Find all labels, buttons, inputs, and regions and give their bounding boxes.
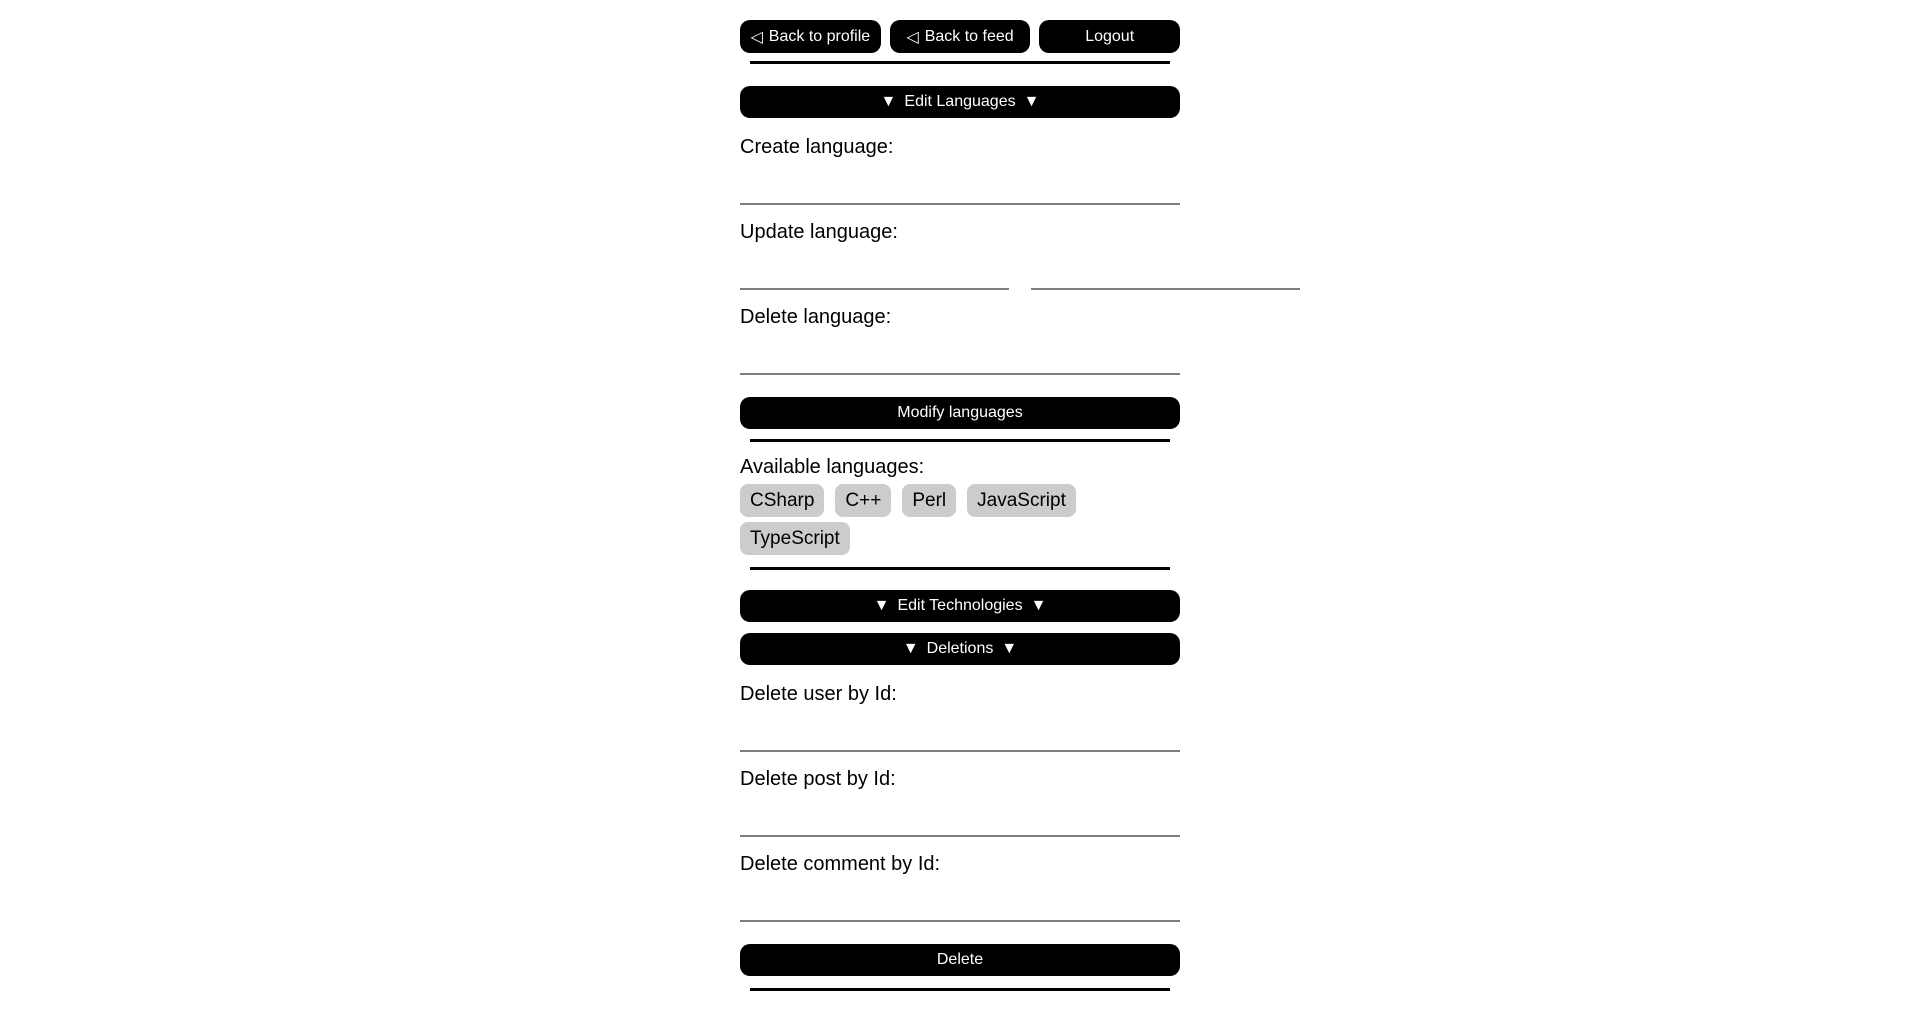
caret-down-icon: ▼ bbox=[1001, 640, 1018, 657]
language-chip[interactable]: JavaScript bbox=[967, 484, 1076, 517]
caret-down-icon: ▼ bbox=[902, 640, 919, 657]
delete-post-input[interactable] bbox=[740, 792, 1180, 837]
logout-button[interactable] bbox=[1039, 20, 1180, 53]
language-chip[interactable]: C++ bbox=[835, 484, 891, 517]
create-language-label: Create language: bbox=[740, 136, 894, 158]
deletions-title: Deletions bbox=[926, 640, 994, 657]
delete-comment-input[interactable] bbox=[740, 877, 1180, 922]
modify-languages-label: Modify languages bbox=[897, 404, 1023, 421]
edit-technologies-title: Edit Technologies bbox=[897, 597, 1023, 614]
caret-down-icon: ▼ bbox=[1030, 597, 1047, 614]
caret-down-icon: ▼ bbox=[1023, 93, 1040, 110]
delete-user-label: Delete user by Id: bbox=[740, 683, 897, 705]
section-divider bbox=[750, 988, 1170, 991]
edit-languages-toggle[interactable] bbox=[740, 86, 1180, 118]
section-divider bbox=[750, 61, 1170, 64]
topbar bbox=[740, 20, 1180, 53]
logout-label: Logout bbox=[1085, 27, 1135, 45]
delete-comment-label: Delete comment by Id: bbox=[740, 853, 941, 875]
language-chip[interactable]: Perl bbox=[902, 484, 956, 517]
back-to-profile-label: Back to profile bbox=[768, 27, 871, 45]
back-to-feed-button[interactable] bbox=[890, 20, 1031, 53]
create-language-input[interactable] bbox=[740, 160, 1180, 205]
edit-technologies-toggle[interactable] bbox=[740, 590, 1180, 622]
update-language-label: Update language: bbox=[740, 221, 898, 243]
delete-user-input[interactable] bbox=[740, 707, 1180, 752]
available-languages-list bbox=[740, 484, 1180, 555]
edit-languages-title: Edit Languages bbox=[904, 93, 1016, 110]
admin-panel bbox=[740, 0, 1180, 991]
delete-button[interactable] bbox=[740, 944, 1180, 976]
back-triangle-icon: ◁ bbox=[750, 28, 763, 46]
deletions-toggle[interactable] bbox=[740, 633, 1180, 665]
delete-button-label: Delete bbox=[936, 951, 984, 968]
update-language-to-input[interactable] bbox=[1031, 245, 1300, 290]
back-to-profile-button[interactable] bbox=[740, 20, 881, 53]
update-language-inputs bbox=[740, 245, 1180, 290]
back-to-feed-label: Back to feed bbox=[924, 27, 1014, 45]
section-divider bbox=[750, 567, 1170, 570]
caret-down-icon: ▼ bbox=[880, 93, 897, 110]
available-languages-label: Available languages: bbox=[740, 456, 925, 478]
language-chip[interactable]: TypeScript bbox=[740, 522, 850, 555]
modify-languages-button[interactable] bbox=[740, 397, 1180, 429]
section-divider bbox=[750, 439, 1170, 442]
delete-language-label: Delete language: bbox=[740, 306, 892, 328]
delete-post-label: Delete post by Id: bbox=[740, 768, 896, 790]
caret-down-icon: ▼ bbox=[873, 597, 890, 614]
back-triangle-icon: ◁ bbox=[906, 28, 919, 46]
language-chip[interactable]: CSharp bbox=[740, 484, 824, 517]
update-language-from-input[interactable] bbox=[740, 245, 1009, 290]
delete-language-input[interactable] bbox=[740, 330, 1180, 375]
